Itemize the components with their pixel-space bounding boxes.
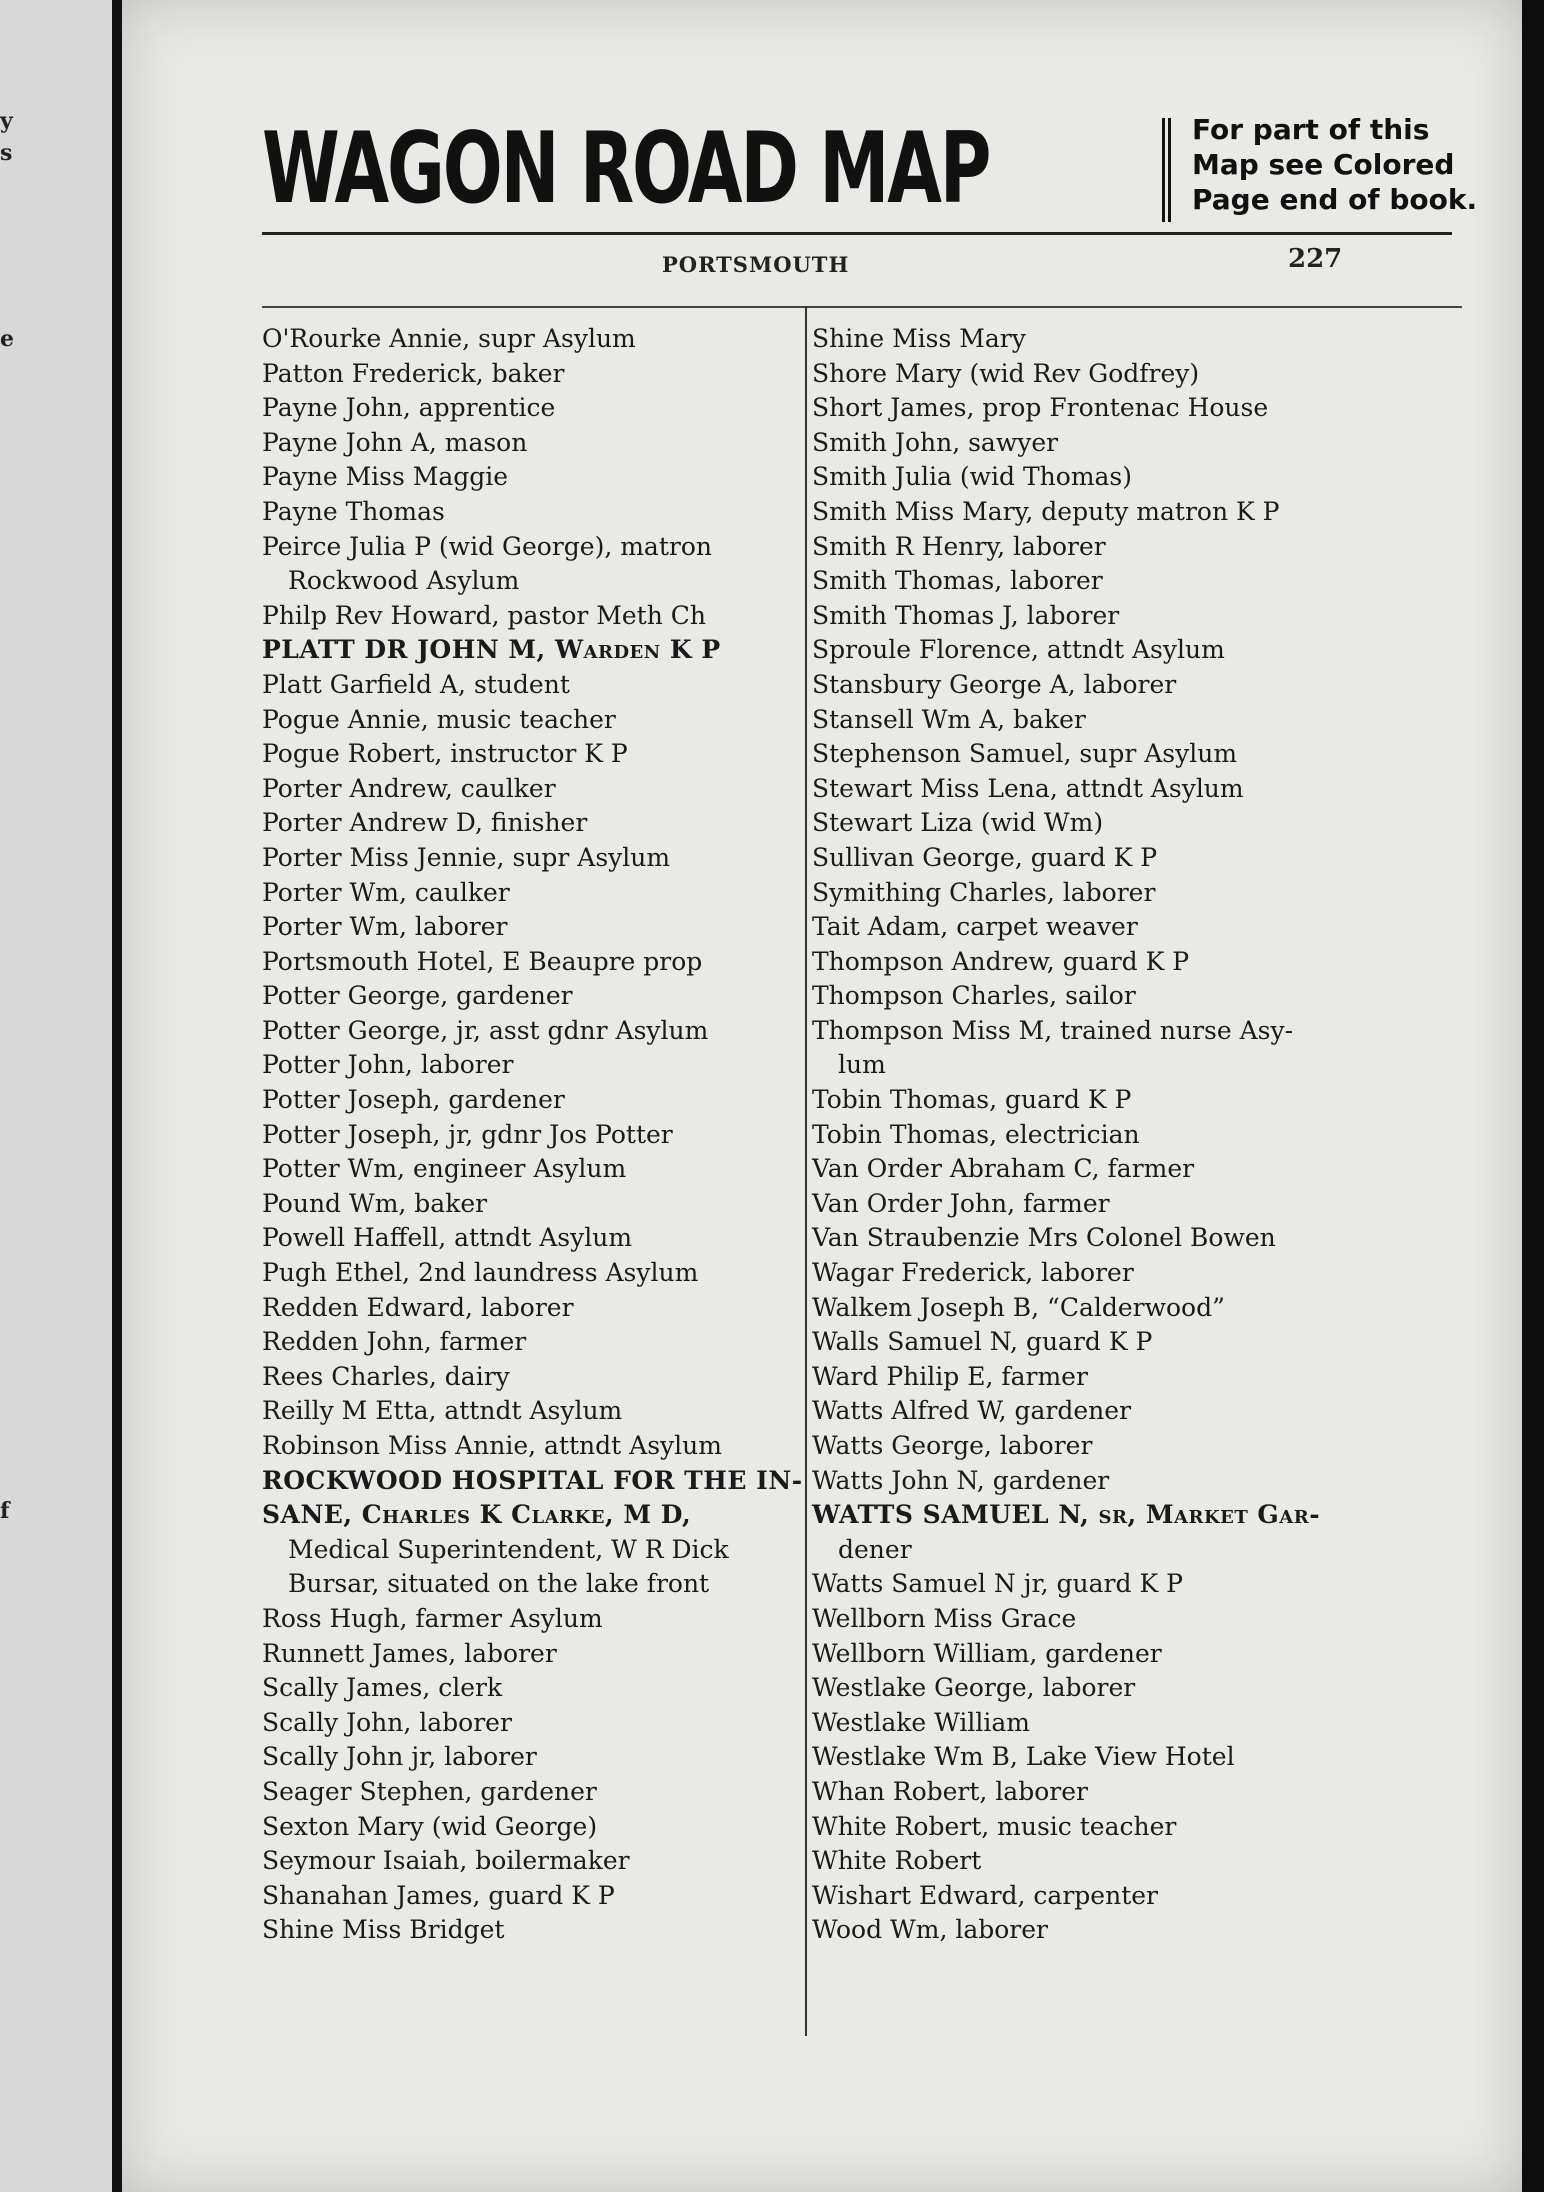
directory-entry: Westlake Wm B, Lake View Hotel bbox=[812, 1742, 1235, 1772]
directory-entry: Van Order John, farmer bbox=[812, 1188, 1110, 1218]
directory-entry: Shine Miss Bridget bbox=[262, 1915, 505, 1945]
directory-entry: Porter Wm, laborer bbox=[262, 912, 508, 942]
directory-entry: Smith Miss Mary, deputy matron K P bbox=[812, 496, 1280, 526]
directory-entry: Watts Samuel N jr, guard K P bbox=[812, 1569, 1183, 1599]
directory-entry: Walkem Joseph B, “Calderwood” bbox=[812, 1292, 1225, 1322]
directory-entry: Rees Charles, dairy bbox=[262, 1361, 510, 1391]
directory-entry: Rockwood Asylum bbox=[288, 566, 520, 596]
banner-note-line: Map see Colored bbox=[1192, 148, 1455, 181]
directory-entry: SANE, Charles K Clarke, M D, bbox=[262, 1500, 692, 1530]
directory-entry: Wood Wm, laborer bbox=[812, 1915, 1048, 1945]
directory-entry: Sexton Mary (wid George) bbox=[262, 1811, 598, 1841]
directory-entry: Watts George, laborer bbox=[812, 1431, 1093, 1460]
directory-entry: Seager Stephen, gardener bbox=[262, 1776, 597, 1806]
directory-entry: Redden Edward, laborer bbox=[262, 1292, 574, 1322]
directory-entry: Smith John, sawyer bbox=[812, 427, 1059, 457]
directory-entry: Pound Wm, baker bbox=[262, 1188, 488, 1218]
directory-entry: Wellborn William, gardener bbox=[812, 1638, 1162, 1668]
directory-entry: Smith Thomas J, laborer bbox=[812, 600, 1120, 630]
margin-fragment: s bbox=[0, 140, 13, 166]
directory-entry: Walls Samuel N, guard K P bbox=[812, 1327, 1153, 1357]
banner-separator bbox=[1162, 118, 1171, 222]
directory-entry: Potter Wm, engineer Asylum bbox=[262, 1154, 627, 1184]
directory-entry: Smith Thomas, laborer bbox=[812, 566, 1103, 596]
directory-entry: Runnett James, laborer bbox=[262, 1638, 557, 1668]
directory-entry: White Robert bbox=[812, 1846, 982, 1876]
directory-page bbox=[122, 0, 1522, 2192]
directory-entry: Philp Rev Howard, pastor Meth Ch bbox=[262, 600, 707, 630]
banner-rule bbox=[262, 232, 1452, 235]
directory-entry: Wellborn Miss Grace bbox=[812, 1603, 1077, 1633]
directory-entry: ROCKWOOD HOSPITAL FOR THE IN- bbox=[262, 1465, 803, 1495]
directory-entry: Stewart Miss Lena, attndt Asylum bbox=[812, 773, 1244, 803]
directory-entry: Scally James, clerk bbox=[262, 1673, 503, 1703]
directory-entry: Pogue Robert, instructor K P bbox=[262, 739, 628, 769]
directory-entry: Wishart Edward, carpenter bbox=[812, 1880, 1158, 1910]
directory-entry: lum bbox=[838, 1050, 886, 1080]
right-column bbox=[812, 322, 1452, 1948]
directory-entry: Van Straubenzie Mrs Colonel Bowen bbox=[812, 1223, 1276, 1253]
directory-entry: Scally John jr, laborer bbox=[262, 1742, 537, 1772]
directory-entry: Porter Andrew D, finisher bbox=[262, 808, 588, 838]
directory-entry: Reilly M Etta, attndt Asylum bbox=[262, 1396, 623, 1426]
directory-entry: Potter George, jr, asst gdnr Asylum bbox=[262, 1015, 709, 1045]
directory-entry: O'Rourke Annie, supr Asylum bbox=[262, 324, 636, 353]
margin-fragment: f bbox=[0, 1498, 10, 1524]
directory-entry: Shine Miss Mary bbox=[812, 324, 1026, 353]
banner-note bbox=[1192, 112, 1482, 217]
directory-entry: Porter Miss Jennie, supr Asylum bbox=[262, 842, 671, 872]
directory-entry: Scally John, laborer bbox=[262, 1707, 512, 1737]
directory-entry: Thompson Andrew, guard K P bbox=[812, 946, 1190, 976]
directory-entry: Tait Adam, carpet weaver bbox=[812, 912, 1138, 942]
directory-entry: White Robert, music teacher bbox=[812, 1811, 1177, 1841]
directory-entry: Stansbury George A, laborer bbox=[812, 669, 1177, 699]
directory-entry: Van Order Abraham C, farmer bbox=[812, 1154, 1195, 1184]
directory-entry: Seymour Isaiah, boilermaker bbox=[262, 1846, 630, 1876]
directory-entry: Potter John, laborer bbox=[262, 1050, 514, 1080]
left-column bbox=[262, 322, 822, 1948]
directory-entry: Stewart Liza (wid Wm) bbox=[812, 808, 1104, 838]
page-number: 227 bbox=[1288, 244, 1343, 274]
directory-entry: Watts Alfred W, gardener bbox=[812, 1396, 1132, 1426]
directory-entry: dener bbox=[838, 1534, 912, 1564]
advertisement-banner bbox=[262, 110, 1478, 228]
directory-entry: Westlake William bbox=[812, 1707, 1030, 1737]
adjacent-page-edge bbox=[0, 0, 122, 2192]
directory-entry: Payne John A, mason bbox=[262, 427, 528, 457]
directory-entry: Stansell Wm A, baker bbox=[812, 704, 1086, 734]
directory-entry: Ward Philip E, farmer bbox=[812, 1361, 1088, 1391]
banner-note-line: Page end of book. bbox=[1192, 183, 1478, 216]
directory-entry: Smith Julia (wid Thomas) bbox=[812, 462, 1133, 492]
directory-entry: Powell Haffell, attndt Asylum bbox=[262, 1223, 633, 1253]
directory-entry: Sullivan George, guard K P bbox=[812, 842, 1158, 872]
directory-entry: Redden John, farmer bbox=[262, 1327, 527, 1357]
directory-entry: Medical Superintendent, W R Dick bbox=[288, 1534, 729, 1564]
directory-entry: Pogue Annie, music teacher bbox=[262, 704, 616, 734]
directory-entry: Westlake George, laborer bbox=[812, 1673, 1136, 1703]
banner-title: WAGON ROAD MAP bbox=[262, 112, 990, 226]
directory-entry: Pugh Ethel, 2nd laundress Asylum bbox=[262, 1258, 699, 1288]
directory-entry: WATTS SAMUEL N, sr, Market Gar- bbox=[812, 1500, 1321, 1530]
directory-entry: Symithing Charles, laborer bbox=[812, 877, 1156, 907]
header-rule bbox=[262, 306, 1462, 308]
directory-entry: Porter Andrew, caulker bbox=[262, 773, 556, 803]
directory-entry: Portsmouth Hotel, E Beaupre prop bbox=[262, 946, 703, 976]
directory-entry: Potter George, gardener bbox=[262, 981, 573, 1011]
directory-entry: Porter Wm, caulker bbox=[262, 877, 510, 907]
directory-entry: Patton Frederick, baker bbox=[262, 358, 565, 388]
directory-entry: Thompson Charles, sailor bbox=[812, 981, 1136, 1011]
directory-entry: Stephenson Samuel, supr Asylum bbox=[812, 739, 1238, 769]
directory-entry: Sproule Florence, attndt Asylum bbox=[812, 635, 1225, 665]
directory-entry: Whan Robert, laborer bbox=[812, 1776, 1088, 1806]
directory-entry: Payne Thomas bbox=[262, 496, 445, 526]
directory-entry: Bursar, situated on the lake front bbox=[288, 1569, 710, 1599]
directory-entry: Tobin Thomas, electrician bbox=[812, 1119, 1140, 1149]
directory-entry: Ross Hugh, farmer Asylum bbox=[262, 1603, 603, 1633]
margin-fragment: y bbox=[0, 108, 13, 134]
directory-entry: Shore Mary (wid Rev Godfrey) bbox=[812, 358, 1200, 388]
directory-entry: Tobin Thomas, guard K P bbox=[812, 1085, 1132, 1115]
directory-entry: Platt Garfield A, student bbox=[262, 669, 570, 699]
directory-entry: Wagar Frederick, laborer bbox=[812, 1258, 1134, 1288]
directory-entry: Shanahan James, guard K P bbox=[262, 1880, 615, 1910]
margin-fragment: e bbox=[0, 326, 14, 352]
directory-entry: Potter Joseph, jr, gdnr Jos Potter bbox=[262, 1119, 673, 1149]
directory-entry: Payne John, apprentice bbox=[262, 393, 556, 423]
directory-entry: Peirce Julia P (wid George), matron bbox=[262, 531, 712, 561]
directory-entry: Potter Joseph, gardener bbox=[262, 1085, 565, 1115]
directory-entry: Robinson Miss Annie, attndt Asylum bbox=[262, 1431, 722, 1460]
directory-entry: Watts John N, gardener bbox=[812, 1465, 1110, 1495]
directory-entry: Short James, prop Frontenac House bbox=[812, 393, 1269, 423]
directory-entry: Thompson Miss M, trained nurse Asy- bbox=[812, 1015, 1294, 1045]
directory-entry: Payne Miss Maggie bbox=[262, 462, 509, 492]
banner-note-line: For part of this bbox=[1192, 113, 1430, 146]
running-head: PORTSMOUTH bbox=[662, 252, 850, 277]
directory-entry: Smith R Henry, laborer bbox=[812, 531, 1106, 561]
directory-entry: PLATT DR JOHN M, Warden K P bbox=[262, 635, 721, 665]
